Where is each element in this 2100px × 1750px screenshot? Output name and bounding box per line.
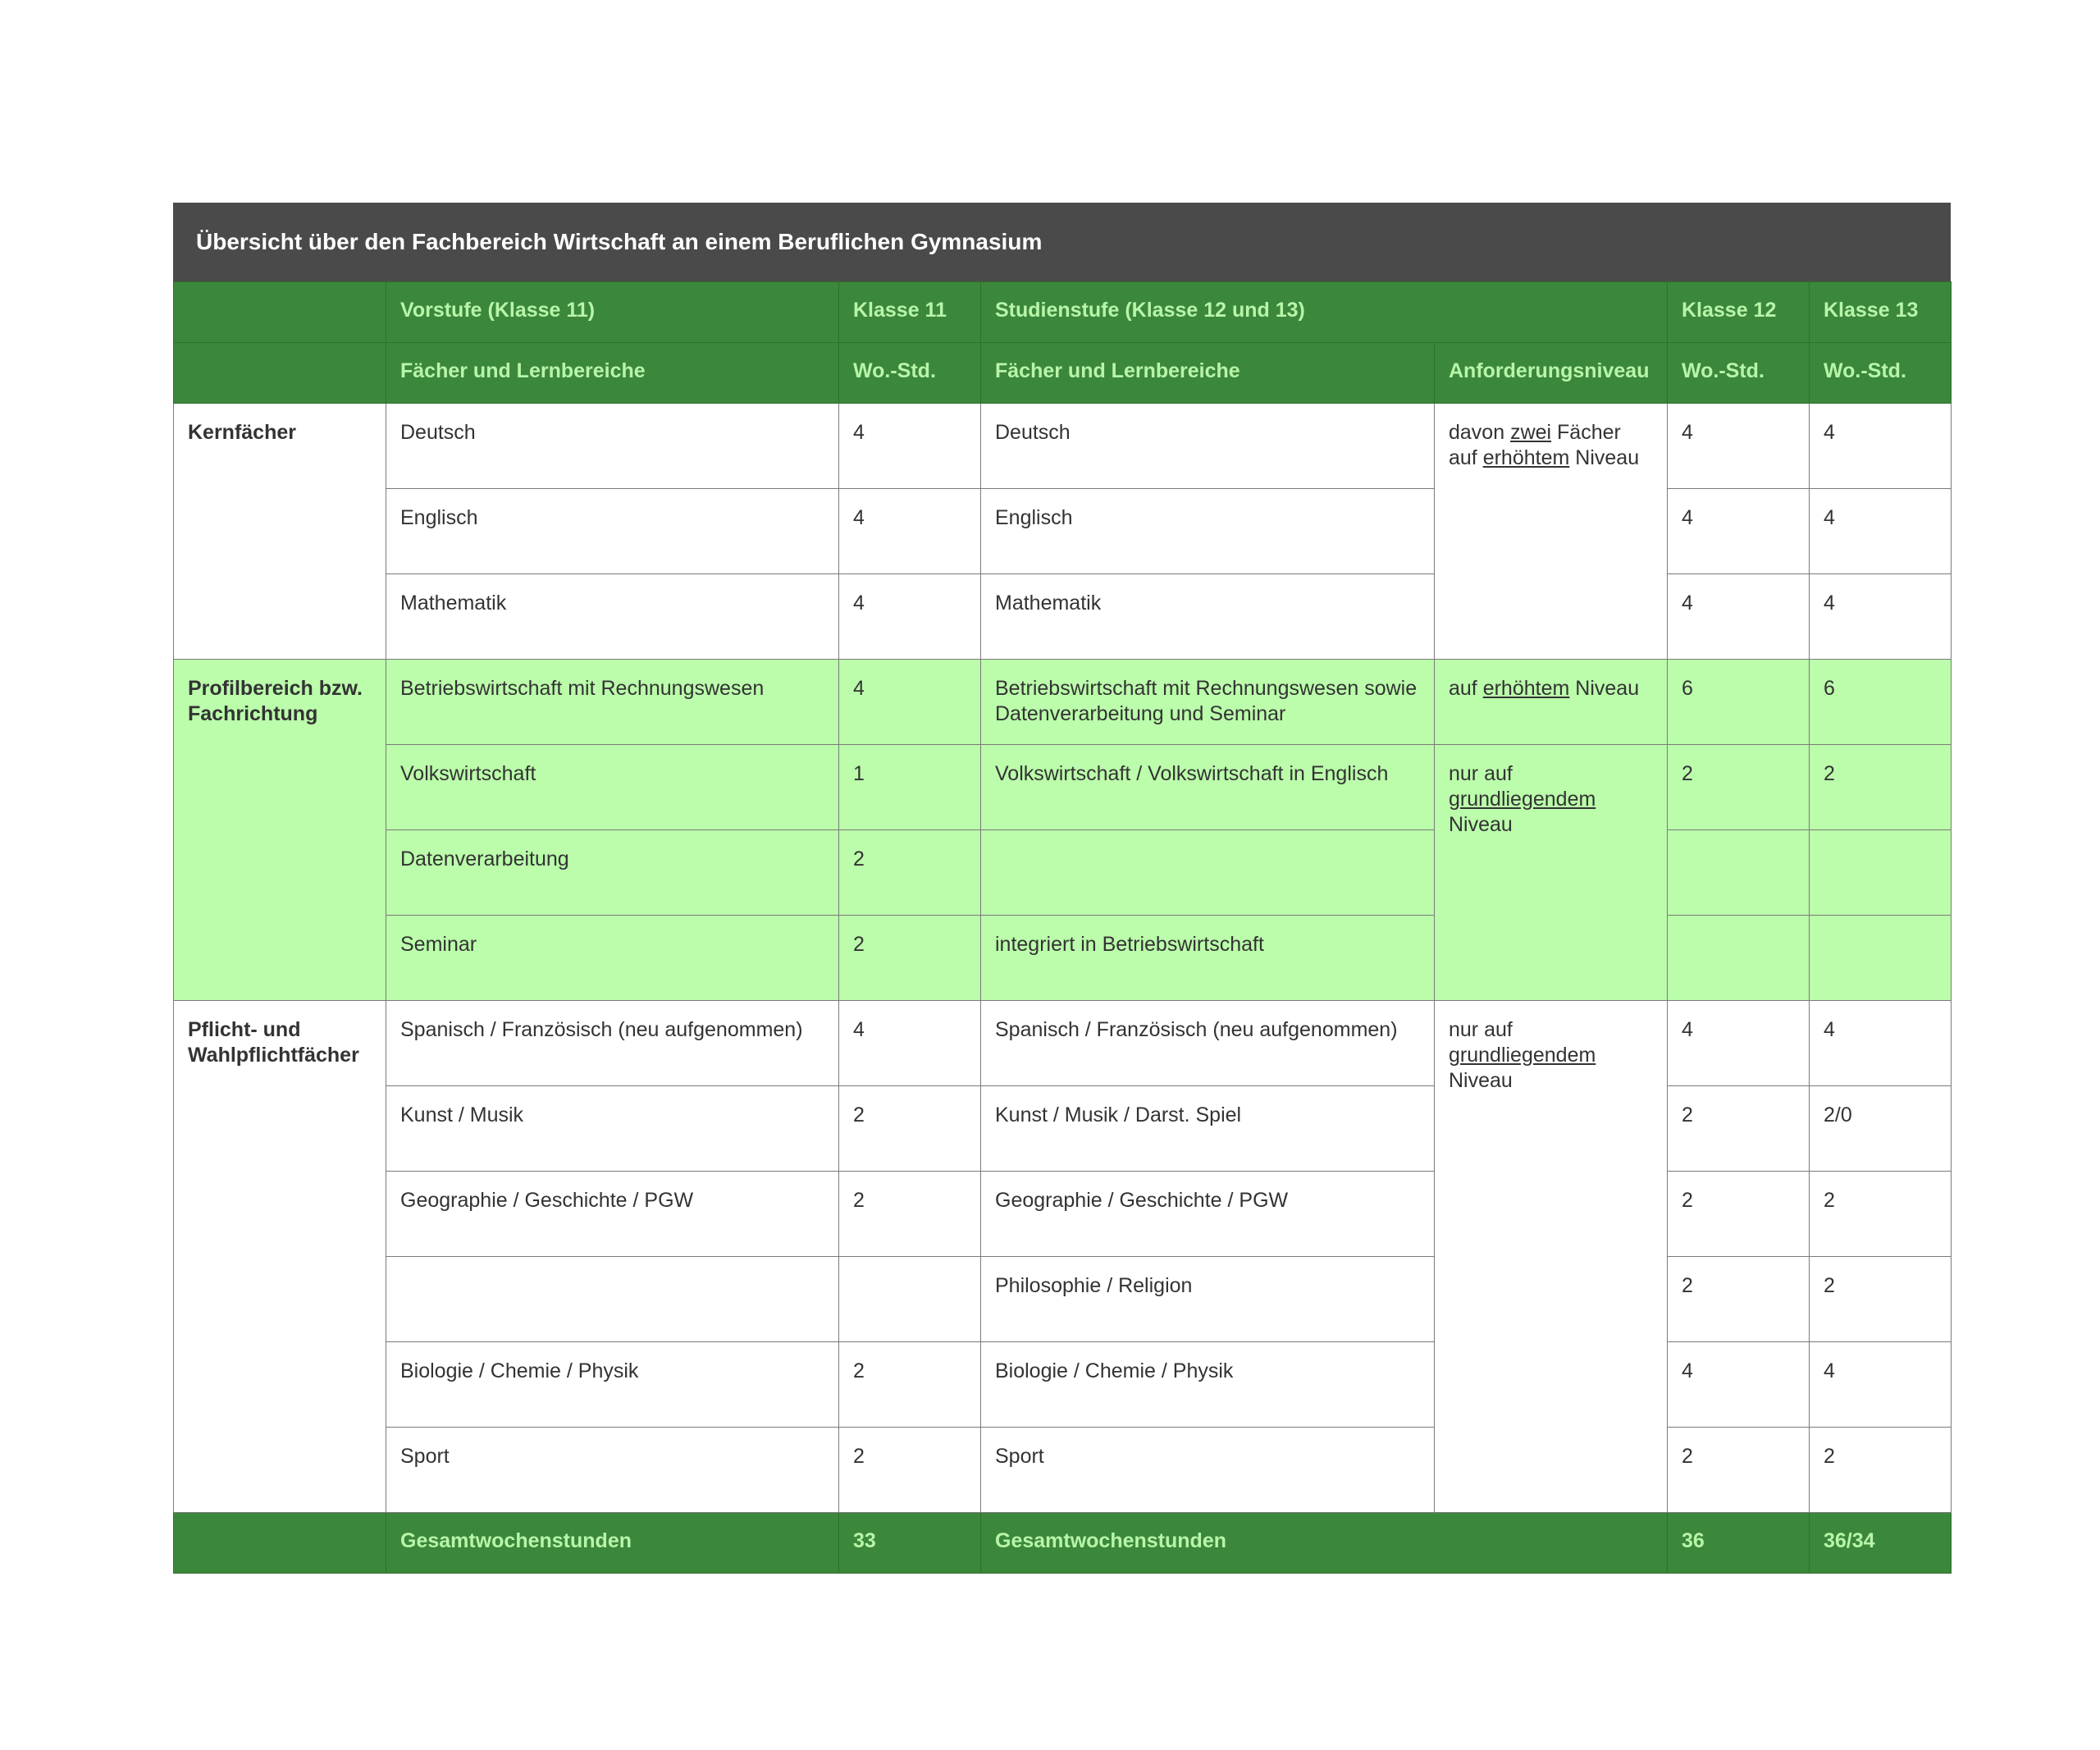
hours-klasse11: 1 — [839, 745, 981, 830]
hours-klasse12: 2 — [1668, 1428, 1810, 1513]
niveau-pflicht-grundliegend: nur auf grundliegendem Niveau — [1435, 1001, 1668, 1513]
hours-klasse12: 4 — [1668, 404, 1810, 489]
hours-klasse12: 4 — [1668, 1342, 1810, 1428]
hours-klasse12: 2 — [1668, 745, 1810, 830]
header-empty — [174, 282, 386, 343]
subject-vorstufe: Mathematik — [386, 574, 839, 660]
hours-klasse11: 4 — [839, 574, 981, 660]
header-empty — [174, 343, 386, 404]
subject-studienstufe: Geographie / Geschichte / PGW — [981, 1172, 1435, 1257]
table-row — [174, 1086, 1952, 1172]
category-profilbereich: Profilbereich bzw. Fachrichtung — [174, 660, 386, 1001]
header-row-1 — [174, 282, 1952, 343]
hours-klasse12: 2 — [1668, 1172, 1810, 1257]
subject-vorstufe: Biologie / Chemie / Physik — [386, 1342, 839, 1428]
subject-studienstufe: Mathematik — [981, 574, 1435, 660]
subject-vorstufe: Englisch — [386, 489, 839, 574]
category-kernfaecher: Kernfächer — [174, 404, 386, 660]
subject-studienstufe: Englisch — [981, 489, 1435, 574]
hours-klasse13 — [1810, 830, 1952, 916]
niveau-profil-grundliegend: nur auf grundliegendem Niveau — [1435, 745, 1668, 1001]
hours-klasse12: 2 — [1668, 1257, 1810, 1342]
table-title: Übersicht über den Fachbereich Wirtschaft an einem Beruflichen Gymnasium — [173, 203, 1951, 281]
subject-vorstufe: Sport — [386, 1428, 839, 1513]
table-row — [174, 916, 1952, 1001]
total-label-studienstufe: Gesamtwochenstunden — [981, 1513, 1668, 1574]
header-vorstufe: Vorstufe (Klasse 11) — [386, 282, 839, 343]
subject-studienstufe: Kunst / Musik / Darst. Spiel — [981, 1086, 1435, 1172]
header-anforderungsniveau: Anforderungsniveau — [1435, 343, 1668, 404]
hours-klasse11: 2 — [839, 1172, 981, 1257]
subject-studienstufe: integriert in Betriebswirtschaft — [981, 916, 1435, 1001]
hours-klasse13: 4 — [1810, 404, 1952, 489]
hours-klasse13 — [1810, 916, 1952, 1001]
hours-klasse11: 2 — [839, 1428, 981, 1513]
hours-klasse12: 4 — [1668, 574, 1810, 660]
total-hours-klasse11: 33 — [839, 1513, 981, 1574]
subject-vorstufe: Deutsch — [386, 404, 839, 489]
subject-studienstufe: Sport — [981, 1428, 1435, 1513]
niveau-kernfaecher: davon zwei Fächer auf erhöhtem Niveau — [1435, 404, 1668, 660]
table-row — [174, 830, 1952, 916]
table-row — [174, 745, 1952, 830]
hours-klasse13: 6 — [1810, 660, 1952, 745]
table-row — [174, 1001, 1952, 1086]
total-row — [174, 1513, 1952, 1574]
hours-klasse13: 4 — [1810, 1001, 1952, 1086]
header-studienstufe: Studienstufe (Klasse 12 und 13) — [981, 282, 1668, 343]
hours-klasse11: 2 — [839, 830, 981, 916]
subject-studienstufe: Deutsch — [981, 404, 1435, 489]
hours-klasse13: 4 — [1810, 574, 1952, 660]
subject-studienstufe: Biologie / Chemie / Physik — [981, 1342, 1435, 1428]
total-hours-klasse13: 36/34 — [1810, 1513, 1952, 1574]
hours-klasse11: 2 — [839, 916, 981, 1001]
hours-klasse11: 4 — [839, 1001, 981, 1086]
header-klasse12: Klasse 12 — [1668, 282, 1810, 343]
subject-vorstufe: Seminar — [386, 916, 839, 1001]
header-faecher-vorstufe: Fächer und Lernbereiche — [386, 343, 839, 404]
hours-klasse13: 2 — [1810, 745, 1952, 830]
hours-klasse13: 2 — [1810, 1428, 1952, 1513]
hours-klasse13: 4 — [1810, 1342, 1952, 1428]
hours-klasse11: 2 — [839, 1086, 981, 1172]
hours-klasse12: 2 — [1668, 1086, 1810, 1172]
hours-klasse12 — [1668, 916, 1810, 1001]
subject-vorstufe: Betriebswirtschaft mit Rechnungswesen — [386, 660, 839, 745]
hours-klasse13: 4 — [1810, 489, 1952, 574]
header-klasse11: Klasse 11 — [839, 282, 981, 343]
hours-klasse11: 4 — [839, 489, 981, 574]
subject-studienstufe: Betriebswirtschaft mit Rechnungswesen sowie Datenverarbeitung und Seminar — [981, 660, 1435, 745]
header-faecher-studienstufe: Fächer und Lernbereiche — [981, 343, 1435, 404]
hours-klasse12: 4 — [1668, 489, 1810, 574]
table-row — [174, 404, 1952, 489]
subject-studienstufe: Spanisch / Französisch (neu aufgenommen) — [981, 1001, 1435, 1086]
hours-klasse12: 4 — [1668, 1001, 1810, 1086]
table-row — [174, 1428, 1952, 1513]
header-row-2 — [174, 343, 1952, 404]
table-row — [174, 489, 1952, 574]
hours-klasse13: 2 — [1810, 1257, 1952, 1342]
total-empty — [174, 1513, 386, 1574]
hours-klasse12 — [1668, 830, 1810, 916]
table-row — [174, 574, 1952, 660]
subject-vorstufe: Volkswirtschaft — [386, 745, 839, 830]
category-pflichtfaecher: Pflicht- und Wahlpflichtfächer — [174, 1001, 386, 1513]
hours-klasse12: 6 — [1668, 660, 1810, 745]
subject-studienstufe: Philosophie / Religion — [981, 1257, 1435, 1342]
header-wostd-11: Wo.-Std. — [839, 343, 981, 404]
subject-vorstufe: Kunst / Musik — [386, 1086, 839, 1172]
curriculum-table — [173, 281, 1952, 1574]
subject-vorstufe: Geographie / Geschichte / PGW — [386, 1172, 839, 1257]
niveau-profil-erhoeht: auf erhöhtem Niveau — [1435, 660, 1668, 745]
subject-studienstufe: Volkswirtschaft / Volkswirtschaft in Englisch — [981, 745, 1435, 830]
total-label-vorstufe: Gesamtwochenstunden — [386, 1513, 839, 1574]
curriculum-table-container — [173, 203, 1951, 1574]
subject-vorstufe: Spanisch / Französisch (neu aufgenommen) — [386, 1001, 839, 1086]
header-klasse13: Klasse 13 — [1810, 282, 1952, 343]
subject-vorstufe: Datenverarbeitung — [386, 830, 839, 916]
hours-klasse13: 2 — [1810, 1172, 1952, 1257]
table-row — [174, 1172, 1952, 1257]
table-row — [174, 660, 1952, 745]
hours-klasse11: 2 — [839, 1342, 981, 1428]
header-wostd-12: Wo.-Std. — [1668, 343, 1810, 404]
total-hours-klasse12: 36 — [1668, 1513, 1810, 1574]
table-row — [174, 1257, 1952, 1342]
header-wostd-13: Wo.-Std. — [1810, 343, 1952, 404]
subject-studienstufe — [981, 830, 1435, 916]
subject-vorstufe — [386, 1257, 839, 1342]
table-row — [174, 1342, 1952, 1428]
hours-klasse11: 4 — [839, 660, 981, 745]
hours-klasse13: 2/0 — [1810, 1086, 1952, 1172]
hours-klasse11 — [839, 1257, 981, 1342]
hours-klasse11: 4 — [839, 404, 981, 489]
